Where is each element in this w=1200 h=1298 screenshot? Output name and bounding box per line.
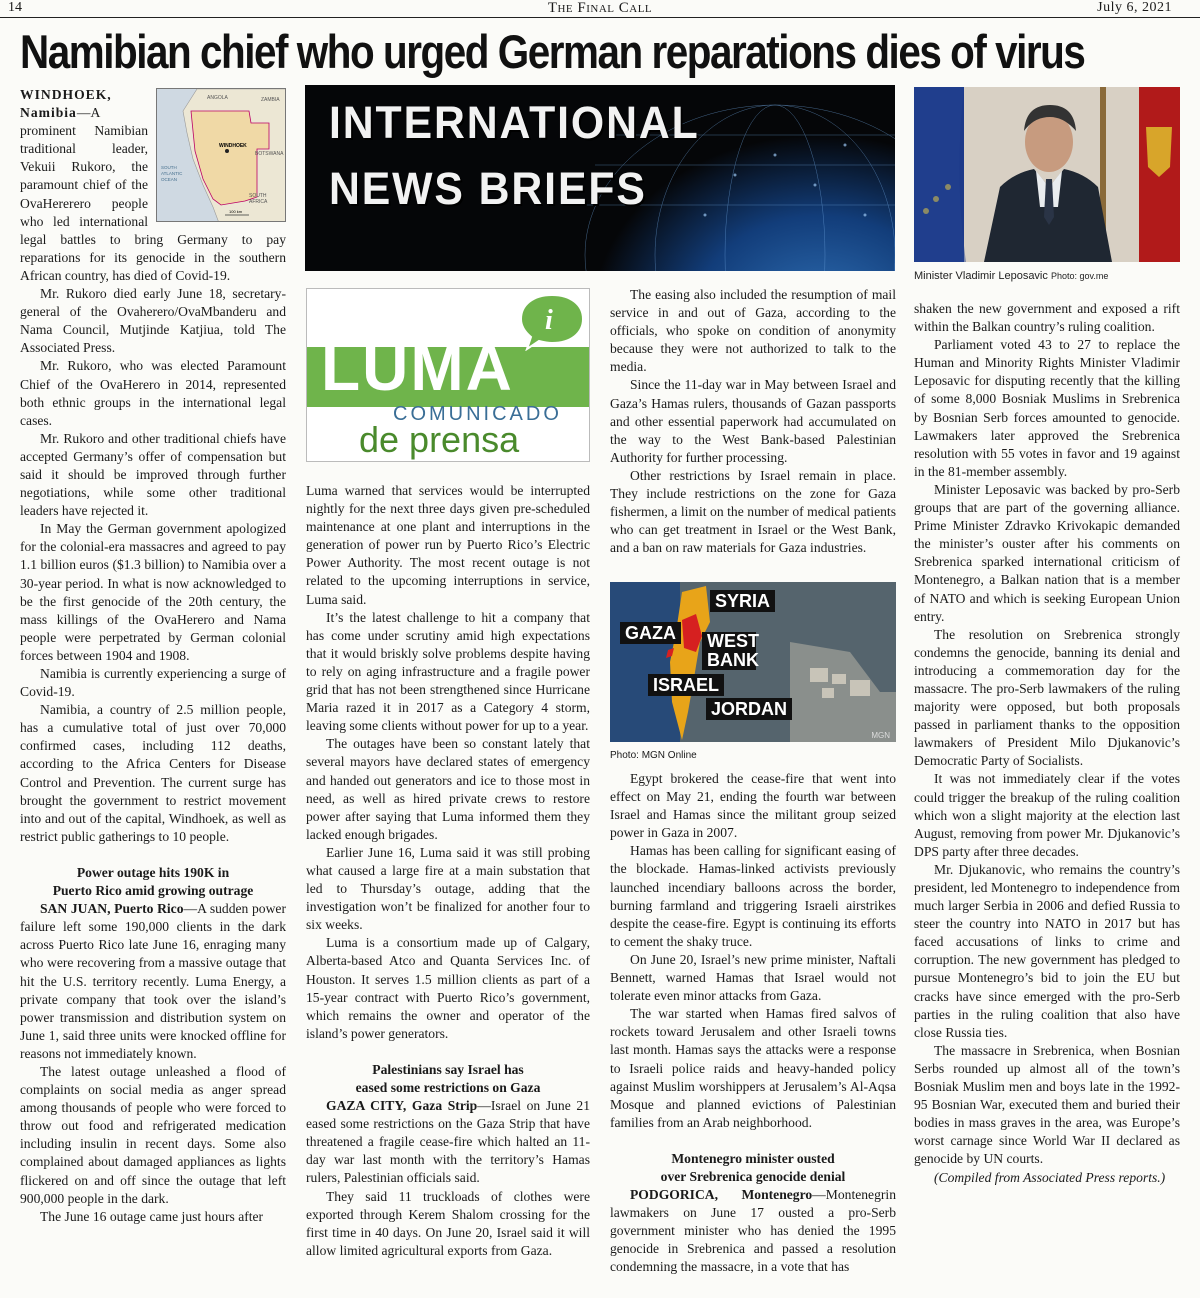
main-headline: Namibian chief who urged German reparations dies of virus: [20, 25, 1085, 78]
gaza-dateline: GAZA CITY, Gaza Strip: [326, 1098, 478, 1114]
namibia-map: [156, 88, 286, 222]
pr-dateline: SAN JUAN, Puerto Rico: [40, 901, 184, 917]
namibia-p6: Namibia is currently experiencing a surge of Covid-19.: [20, 666, 286, 700]
minister-photo-credit: Photo: gov.me: [1050, 271, 1109, 281]
label-gaza: GAZA: [620, 622, 681, 644]
svg-text:WINDHOEK: WINDHOEK: [219, 143, 247, 149]
svg-text:OCEAN: OCEAN: [161, 177, 178, 182]
compiled-credit: (Compiled from Associated Press reports.): [934, 1169, 1166, 1185]
pr-p1: —A sudden power failure left some 190,000 clients in the dark across Puerto Rico late June 16, enraging many who were recovering from a massive outage that hit the U.S. territory recently. Luma Energy, a private company that took over the island’s power transmission and distribution system on June 1, said three units were knocked offline for reasons not immediately known.: [20, 901, 286, 1061]
issue-date: July 6, 2021: [1097, 0, 1172, 15]
namibia-p7: Namibia, a country of 2.5 million people, has a cumulative total of just over 70,000 confirmed cases, including 112 deaths, according to the Africa Centers for Disease Control and Prevention. The current surge has brought the government to restrict movement into and out of the capital, Windhoek, as well as restrict public gatherings to 10 people.: [20, 702, 286, 844]
gaza-p6: Egypt brokered the cease-fire that went into effect on May 21, ending the fourth war between Israel and Hamas since the militant group seized power in Gaza in 2007.: [610, 771, 896, 841]
svg-text:SOUTH: SOUTH: [249, 193, 267, 199]
info-bubble-icon: [517, 291, 587, 351]
label-jordan: JORDAN: [706, 698, 792, 720]
column-3-lower: [610, 770, 896, 1277]
svg-text:AFRICA: AFRICA: [249, 199, 268, 205]
label-syria: SYRIA: [710, 590, 775, 612]
gaza-p5: Other restrictions by Israel remain in place. They include restrictions on the zone for Gaza fishermen, a limit on the number of medical patients who can get treatment in Israel or the West Bank, and a ban on raw materials for Gaza industries.: [610, 467, 896, 556]
pr-p2: The latest outage unleashed a flood of complaints on social media as anger spread among thousands of people who were forced to throw out food and refrigerated medication including insulin in recent days. Some also complained about damaged appliances as lights flickered on and off since the outage that left 900,000 people in the dark.: [20, 1063, 286, 1206]
page-header: [0, 0, 1200, 18]
pr-p6: The outages have been so constant lately that several mayors have declared states of emergency and handed out generators and ice to those most in need, as well as hired private crews to restore power after saying that Luma informed them they lacked enough brigades.: [306, 736, 590, 842]
montenegro-p8: The massacre in Srebrenica, when Bosnian Serbs rounded up almost all of the town’s Bosniak Muslim men and boys late in the 1992-95 Bosnian War, executed them and buried their bodies in mass graves in the area, was Europe’s worst carnage since World War II declared as genocide by UN courts.: [914, 1042, 1180, 1167]
column-2: [306, 482, 590, 1260]
luma-prensa: de prensa: [359, 419, 520, 460]
page-number: 14: [8, 0, 22, 15]
svg-text:BOTSWANA: BOTSWANA: [255, 151, 284, 157]
montenegro-subhead-1: Montenegro minister ousted: [671, 1150, 835, 1166]
gaza-p4: Since the 11-day war in May between Israel and Gaza’s Hamas rulers, thousands of Gazan passports and other essential paperwork had accumulated on the way to the West Bank-based Palestinian Authority for further processing.: [610, 377, 896, 465]
pr-p7: Earlier June 16, Luma said it was still probing what caused a large fire at a main substation that led to Thursday’s outage, adding that the investigation won’t be finalized for another four to six weeks.: [306, 844, 590, 933]
gaza-p9: The war started when Hamas fired salvos of rockets toward Jerusalem and other Israeli towns last month. Hamas says the attacks were a response to Israeli police raids and heavy-handed policy against Muslim worshippers at Jerusalem’s Al-Aqsa Mosque and planned evictions of Palestinian families from an Arab neighborhood.: [610, 1006, 896, 1130]
montenegro-p7: Mr. Djukanovic, who remains the country’s president, led Montenegro to independence from much larger Serbia in 2006 and defied Russia to steer the country into NATO in 2017 but has faced accusations of links to crime and corruption. The new government has pledged to pursue Montenegro’s bid to join the EU but cracks have since emerged with the pro-Serb parties in the ruling coalition that also have close Russia ties.: [914, 861, 1180, 1040]
pr-p3: The June 16 outage came just hours after: [40, 1208, 264, 1224]
luma-logo-text: LUMA: [321, 332, 514, 404]
svg-text:ANGOLA: ANGOLA: [207, 95, 228, 101]
banner-line-2: NEWS BRIEFS: [329, 163, 647, 214]
label-west-bank: WEST BANK: [702, 632, 756, 670]
namibia-dateline: WINDHOEK, Namibia: [20, 87, 112, 121]
montenegro-p2: shaken the new government and exposed a rift within the Balkan country’s ruling coalition.: [914, 301, 1180, 335]
gaza-p7: Hamas has been calling for significant easing of the blockade. Hamas-linked activists previously launched incendiary balloons across the border, burning farmland and triggering Israeli airstrikes despite the cease-fire. Egypt is continuing its efforts to cement the shaky truce.: [610, 843, 896, 949]
svg-text:i: i: [545, 305, 553, 336]
news-briefs-banner: [305, 85, 895, 271]
label-israel: ISRAEL: [648, 674, 724, 696]
montenegro-p3: Parliament voted 43 to 27 to replace the Human and Minority Rights Minister Vladimir Leposavic for disputing recently that the killing of some 8,000 Bosniak Muslims in Srebrenica by Bosnian Serb forces amounted to genocide. Lawmakers later approved the Srebrenica resolution with 55 votes in favor and 19 against in the 81-member assembly.: [914, 337, 1180, 479]
column-1: [20, 86, 286, 1226]
minister-caption-text: Minister Vladimir Leposavic: [914, 270, 1048, 282]
gaza-p3: The easing also included the resumption of mail service in and out of Gaza, according to the officials, who spoke on condition of anonymity because they were not authorized to talk to the media.: [610, 287, 896, 375]
namibia-p5: In May the German government apologized for the colonial-era massacres and agreed to pay 1.1 billion euros ($1.3 billion) to Namibia over a 30-year period. In what is now acknowledged to be the first genocide of the 20th century, the mass killings of the OvaHerero and Nama people were perpetrated by German colonial forces between 1904 and 1908.: [20, 521, 286, 663]
montenegro-p1: —Montenegrin lawmakers on June 17 ousted a pro-Serb government minister who has denied the 1995 genocide in Srebrenica and passed a resolution condemning the massacre, in a vote that has: [610, 1187, 896, 1275]
pr-p4: Luma warned that services would be interrupted nightly for the next three days given pre-scheduled maintenance at one plant and interruptions in the generation of power run by Puerto Rico’s Electric Power Authority. The most recent outage is not related to the upcoming interruptions in service, Luma said.: [306, 483, 590, 607]
pr-p5: It’s the latest challenge to hit a company that has come under scrutiny amid high expectations that it would briskly solve problems despite having to rely on aging infrastructure and a fragile power grid that has not been strengthened since Hurricane Maria razed it in 2017 as a Category 4 storm, leaving some clients without power for up to a year.: [306, 609, 590, 734]
pr-p8: Luma is a consortium made up of Calgary, Alberta-based Atco and Quanta Services Inc. of Houston. It serves 1.5 million clients as part of a 15-year contract with Puerto Rico’s government, which remains the owner and operator of the island’s power generators.: [306, 935, 590, 1041]
svg-text:ATLANTIC: ATLANTIC: [161, 171, 183, 176]
montenegro-subhead-2: over Srebrenica genocide denial: [660, 1168, 846, 1184]
montenegro-p4: Minister Leposavic was backed by pro-Serb groups that are part of the governing alliance. Prime Minister Zdravko Krivokapic demanded the minister’s ouster after his comments on Srebrenica sparked international criticism of Montenegro, a Balkan nation that is a member of NATO and which is seeking European Union entry.: [914, 481, 1180, 624]
namibia-p1: —A prominent Namibian traditional leader, Vekuii Rukoro, the paramount chief of the OvaHererero people who led international legal battles to bring Germany to pay reparations for its genocide in the southern African country, has died of Covid-19.: [20, 105, 286, 283]
gaza-region-map: [610, 582, 896, 742]
gaza-subhead-2: eased some restrictions on Gaza: [355, 1080, 541, 1095]
pr-subhead-1: Power outage hits 190K in: [76, 864, 230, 880]
banner-line-1: INTERNATIONAL: [329, 97, 700, 148]
gaza-p2: They said 11 truckloads of clothes were exported through Kerem Shalom crossing for the first time in 40 days. On June 20, Israel said it will allow limited agricultural exports from Gaza.: [306, 1188, 590, 1258]
luma-comunicado: COMUNICADO: [393, 403, 562, 425]
gaza-map-caption: Photo: MGN Online: [610, 750, 697, 761]
namibia-p3: Mr. Rukoro, who was elected Paramount Chief of the OvaHerero in 2014, represented both ethnic groups in the international legal cases.: [20, 358, 286, 428]
column-3: [610, 286, 896, 557]
mgn-watermark: MGN: [871, 731, 890, 740]
gaza-p8: On June 20, Israel’s new prime minister, Naftali Bennett, warned Hamas that Israel would not tolerate even minor attacks from Gaza.: [610, 951, 896, 1004]
namibia-p4: Mr. Rukoro and other traditional chiefs have accepted Germany’s offer of compensation but said it should be improved through further negotiations, while some other traditional leaders have rejected it.: [20, 430, 286, 519]
montenegro-p6: It was not immediately clear if the votes could trigger the breakup of the ruling coalition which won a slight majority at the election last August, removing from power Mr. Djukanovic’s DPS party after three decades.: [914, 771, 1180, 859]
gaza-lead: [306, 1097, 590, 1187]
minister-caption: [914, 270, 1108, 282]
montenegro-p5: The resolution on Srebrenica strongly condemns the genocide, banning its denial and introducing a commemoration day for the massacre. The pro-Serb lawmakers of the ruling majority were opposed, but both proposals passed in parliament thanks to the opposition lawmakers of President Milo Djukanovic’s Democratic Party of Socialists.: [914, 626, 1180, 769]
svg-text:100 km: 100 km: [229, 209, 243, 214]
svg-text:SOUTH: SOUTH: [161, 165, 177, 170]
publication-name: The Final Call: [547, 0, 653, 16]
column-4: [914, 300, 1180, 1187]
pr-lead: [20, 900, 286, 1063]
pr-subhead-2: Puerto Rico amid growing outrage: [52, 883, 254, 899]
svg-text:ZAMBIA: ZAMBIA: [261, 97, 280, 103]
gaza-subhead-1: Palestinians say Israel has: [372, 1061, 524, 1077]
namibia-p2: Mr. Rukoro died early June 18, secretary-general of the Ovaherero/OvaMbanderu and Nama Council, Mutjinde Katjiua, told The Associated Press.: [20, 286, 286, 356]
gaza-p1: —Israel on June 21 eased some restrictions on the Gaza Strip that have threatened a fragile cease-fire which halted an 11-day war last month with the territory’s Hamas rulers, Palestinian officials said.: [306, 1098, 590, 1186]
montenegro-lead: [610, 1186, 896, 1276]
montenegro-dateline: PODGORICA, Montenegro: [630, 1187, 813, 1203]
luma-press-graphic: [306, 288, 590, 462]
minister-photo: [914, 87, 1180, 262]
